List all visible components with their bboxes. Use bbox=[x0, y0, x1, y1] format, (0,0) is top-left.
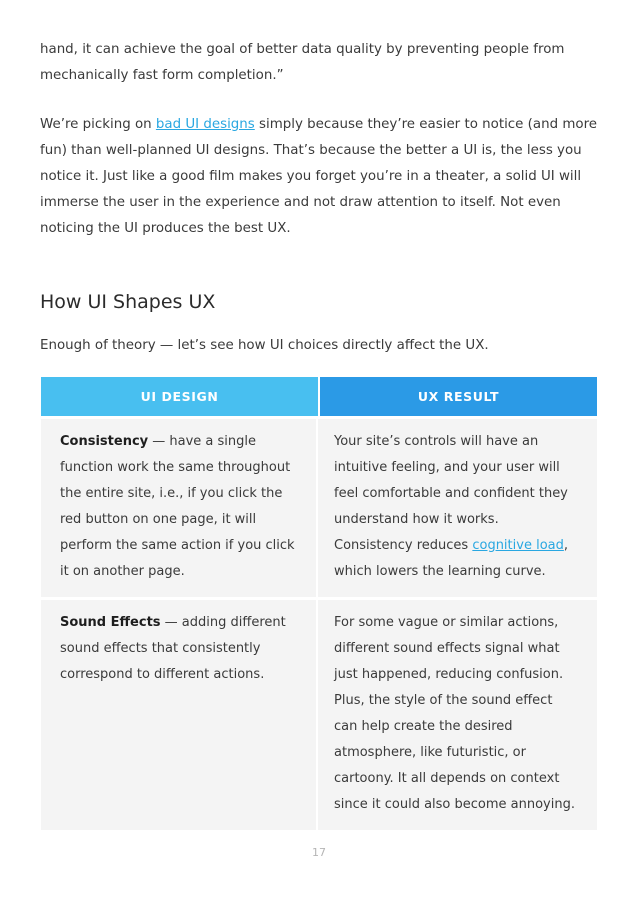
bad-ui-designs-link[interactable]: bad UI designs bbox=[155, 117, 255, 132]
quote-paragraph bbox=[40, 37, 600, 89]
result-cell-sound-effects bbox=[318, 600, 595, 830]
table-header-row bbox=[41, 377, 597, 416]
ui-ux-comparison-table bbox=[41, 377, 597, 830]
page-number: 17 bbox=[312, 846, 326, 859]
intro-text-after-link: simply because they’re easier to notice (and more fun) than well-planned UI designs. That’s because the better a UI is, the less you notice it. Just like a good film makes you forget you’re in a theater, a solid UI will immerse the user in the experience and not draw attention to itself. Not even noticing the UI produces the best UX. bbox=[40, 117, 598, 236]
result-text-after-link: , which lowers the learning curve. bbox=[334, 538, 569, 579]
term-consistency: Consistency bbox=[60, 434, 149, 449]
quote-text: hand, it can achieve the goal of better data quality by preventing people from mechanically fast form completion.” bbox=[40, 42, 565, 83]
header-ui-design: UI DESIGN bbox=[41, 377, 320, 416]
table-row bbox=[41, 416, 597, 597]
section-lead-text: Enough of theory — let’s see how UI choices directly affect the UX. bbox=[40, 338, 489, 353]
result-cell-consistency bbox=[318, 419, 595, 597]
design-cell-sound-effects bbox=[41, 600, 318, 830]
intro-text-before-link: We’re picking on bbox=[40, 117, 156, 132]
section-lead bbox=[40, 333, 600, 359]
design-cell-consistency bbox=[41, 419, 318, 597]
design-text-consistency: — have a single function work the same throughout the entire site, i.e., if you click the red button on one page, it will perform the same action if you click it on another page. bbox=[60, 434, 295, 579]
header-ux-result: UX RESULT bbox=[320, 377, 597, 416]
table-row bbox=[41, 597, 597, 830]
result-text-before-link: Your site’s controls will have an intuitive feeling, and your user will feel comfortable and confident they understand how it works. Consistency reduces bbox=[334, 434, 568, 553]
intro-paragraph bbox=[40, 112, 600, 242]
term-sound-effects: Sound Effects bbox=[60, 615, 161, 630]
cognitive-load-link[interactable]: cognitive load bbox=[472, 538, 564, 553]
result-text-sound-effects: For some vague or similar actions, different sound effects signal what just happened, reducing confusion. Plus, the style of the sound effect can help create the desired atmosphere, like futuristic, or cartoony. It all depends on context since it could also become annoying. bbox=[334, 615, 575, 812]
design-text-sound-effects: — adding different sound effects that consistently correspond to different actions. bbox=[60, 615, 286, 682]
section-heading: How UI Shapes UX bbox=[40, 291, 216, 313]
